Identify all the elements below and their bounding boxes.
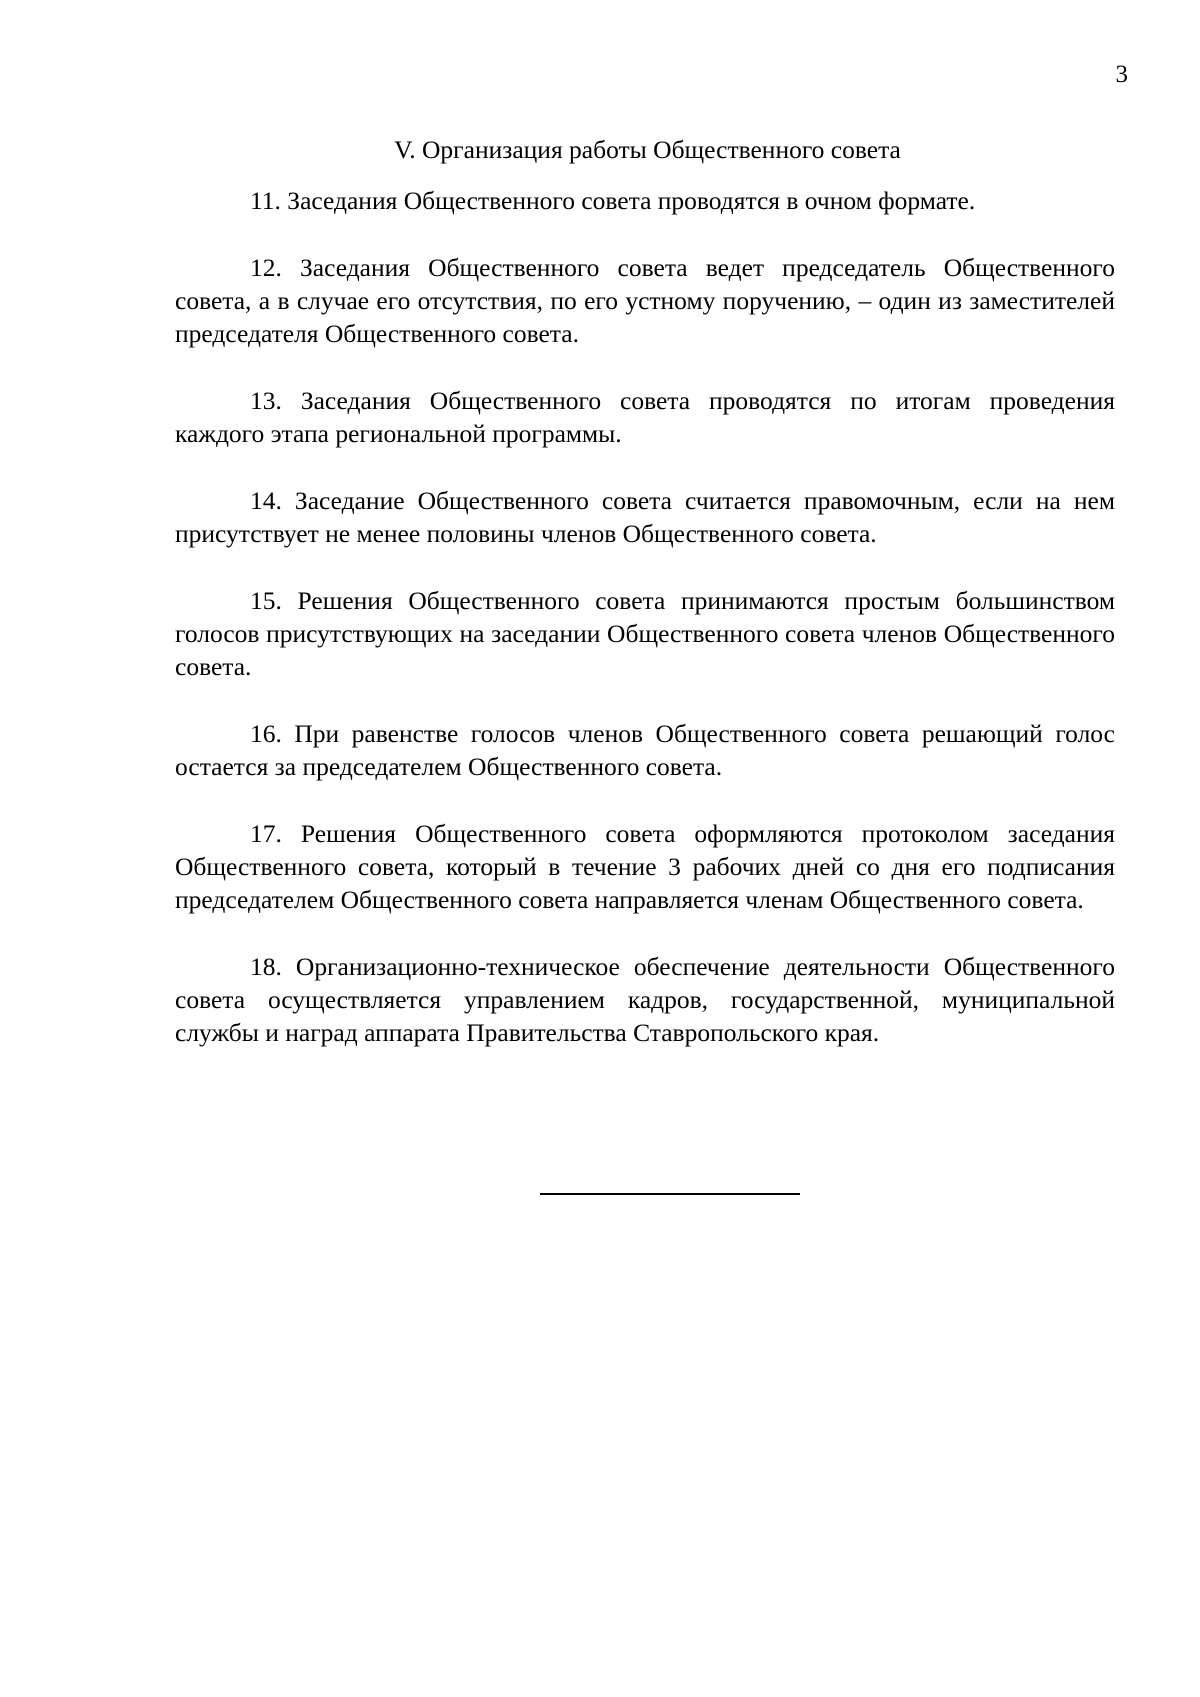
clause-12: 12. Заседания Общественного совета ведет председатель Общественного совета, а в случае его отсутствия, по его устному поручению, – один из заместителей председателя Общественного совета. bbox=[175, 253, 1115, 348]
page-number: 3 bbox=[1115, 61, 1128, 88]
document-body bbox=[175, 184, 1115, 1083]
clause-11: 11. Заседания Общественного совета проводятся в очном формате. bbox=[250, 186, 976, 215]
section-heading: V. Организация работы Общественного совета bbox=[394, 135, 901, 164]
clause-16: 16. При равенстве голосов членов Общественного совета решающий голос остается за председателем Общественного совета. bbox=[175, 719, 1115, 781]
clause-14: 14. Заседание Общественного совета считается правомочным, если на нем присутствует не менее половины членов Общественного совета. bbox=[175, 486, 1115, 548]
clause-15: 15. Решения Общественного совета принимаются простым большинством голосов присутствующих на заседании Общественного совета членов Общественного совета. bbox=[175, 586, 1115, 681]
clause-13: 13. Заседания Общественного совета проводятся по итогам проведения каждого этапа региональной программы. bbox=[175, 386, 1115, 448]
clause-17: 17. Решения Общественного совета оформляются протоколом заседания Общественного совета, который в течение 3 рабочих дней со дня его подписания председателем Общественного совета направляется членам Общественного совета. bbox=[175, 819, 1115, 914]
clause-18: 18. Организационно-техническое обеспечение деятельности Общественного совета осуществляется управлением кадров, государственной, муниципальной службы и наград аппарата Правительства Ставропольского края. bbox=[175, 952, 1115, 1047]
closing-rule bbox=[540, 1193, 800, 1195]
